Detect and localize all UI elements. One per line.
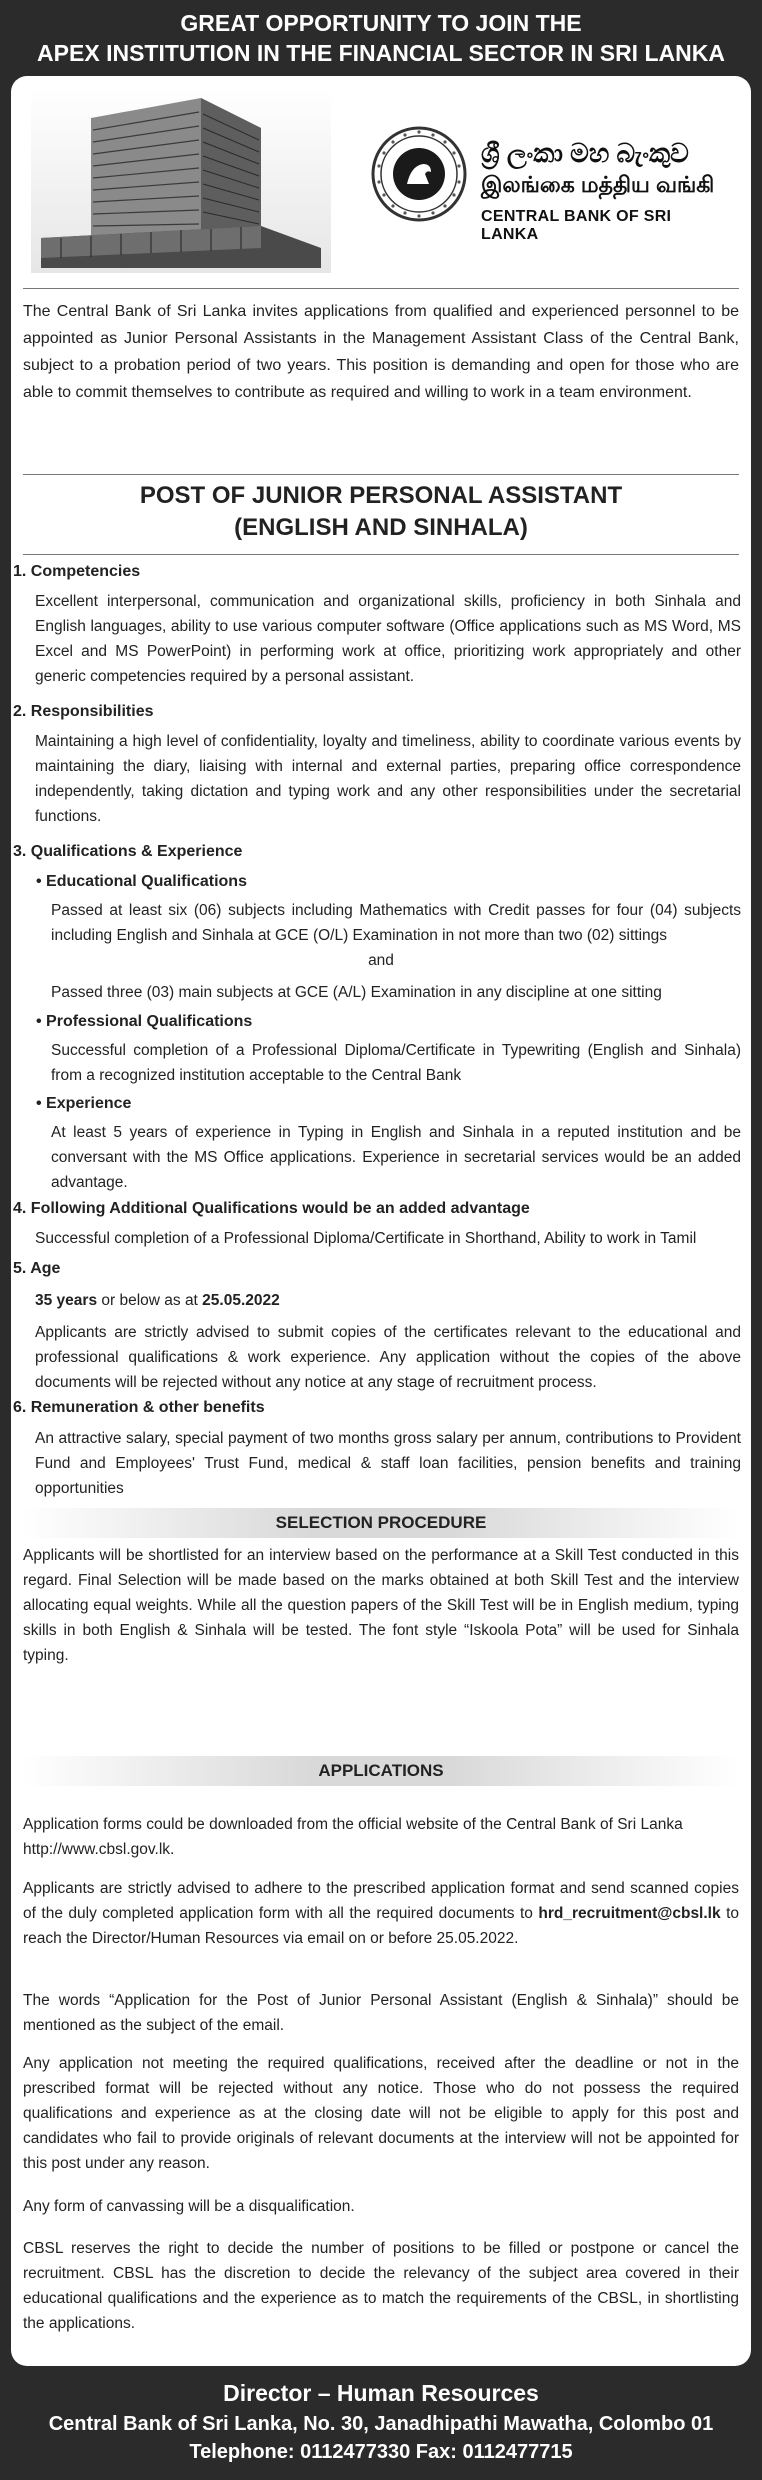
post-title xyxy=(11,480,751,544)
professional-heading: • Professional Qualifications xyxy=(36,1013,253,1030)
logo-sinhala-name: ශ්‍රී ලංකා මහ බැංකුව xyxy=(481,138,689,168)
competencies-heading: 1. Competencies xyxy=(13,563,141,580)
footer-contact: Telephone: 0112477330 Fax: 0112477715 xyxy=(189,2441,573,2463)
educational-text-2: Passed three (03) main subjects at GCE (A/L) Examination in any discipline at one sitting xyxy=(51,984,662,1001)
applications-p2-end: to reach the Director/Human Resources via email on or before 25.05.2022. xyxy=(23,1905,740,1947)
responsibilities-text: Maintaining a high level of confidentiality, loyalty and timeliness, ability to coordinate various events by maintaining the diary, liaising with internal and external parties, preparing office correspondence independently, taking dictation and typing work and any other responsibilities under the secretarial functions. xyxy=(35,733,741,825)
banner-line-1: GREAT OPPORTUNITY TO JOIN THE xyxy=(180,10,582,36)
post-title-line-2: (ENGLISH AND SINHALA) xyxy=(234,514,528,541)
age-date: 25.05.2022 xyxy=(202,1292,280,1309)
responsibilities-heading: 2. Responsibilities xyxy=(13,703,154,720)
remuneration-heading: 6. Remuneration & other benefits xyxy=(13,1399,265,1416)
remuneration-text: An attractive salary, special payment of two months gross salary per annum, contributions to Provident Fund and Employees' Trust Fund, medical & staff loan facilities, pension benefits and training opportunities xyxy=(35,1430,741,1497)
top-banner xyxy=(0,0,762,76)
educational-text-1: Passed at least six (06) subjects including Mathematics with Credit passes for four (04) subjects including English and Sinhala at GCE (O/L) Examination in not more than two (02) sittings xyxy=(51,902,741,944)
age-heading: 5. Age xyxy=(13,1260,61,1277)
competencies-text: Excellent interpersonal, communication and organizational skills, proficiency in both Sinhala and English languages, ability to use various computer software (Office applications such as MS Word, MS Excel and MS PowerPoint) in performing work at office, prioritizing work appropriately and other generic competencies required by a personal assistant. xyxy=(35,593,741,685)
applications-p2-start: Applicants are strictly advised to adhere to the prescribed application format and send scanned copies of the duly completed application form with all the required documents to xyxy=(23,1880,739,1922)
logo-english-name: CENTRAL BANK OF SRI LANKA xyxy=(481,208,672,243)
recruitment-email-link[interactable]: hrd_recruitment@cbsl.lk xyxy=(538,1905,721,1922)
cbsl-logo xyxy=(371,126,731,243)
applications-p4: Any application not meeting the required qualifications, received after the deadline or not in the prescribed format will be rejected without any notice. Those who do not possess the required qualifications and experience as at the closing date will not be eligible to apply for this post and candidates who fail to provide originals of relevant documents at the interview will not be appointed for this post under any reason. xyxy=(23,2055,739,2172)
applications-p5: Any form of canvassing will be a disqualification. xyxy=(23,2198,355,2215)
experience-text: At least 5 years of experience in Typing in English and Sinhala in a reputed institution and be conversant with the MS Office applications. Experience in secretarial services would be an added advantage. xyxy=(51,1124,741,1191)
educational-heading: • Educational Qualifications xyxy=(36,873,247,890)
additional-text: Successful completion of a Professional Diploma/Certificate in Shorthand, Ability to work in Tamil xyxy=(35,1230,697,1247)
content-card xyxy=(11,76,751,2366)
footer-title: Director – Human Resources xyxy=(223,2380,539,2406)
header xyxy=(11,76,751,286)
banner-line-2: APEX INSTITUTION IN THE FINANCIAL SECTOR IN SRI LANKA xyxy=(37,40,725,66)
post-title-line-1: POST OF JUNIOR PERSONAL ASSISTANT xyxy=(139,482,623,509)
additional-heading: 4. Following Additional Qualifications would be an added advantage xyxy=(13,1200,530,1217)
applications-p1: Application forms could be downloaded from the official website of the Central Bank of Sri Lanka http://www.cbsl.gov.lk. xyxy=(23,1816,683,1858)
selection-procedure-heading: SELECTION PROCEDURE xyxy=(23,1508,739,1538)
applications-p3: The words “Application for the Post of Junior Personal Assistant (English & Sinhala)” should be mentioned as the subject of the email. xyxy=(23,1992,739,2034)
professional-text: Successful completion of a Professional Diploma/Certificate in Typewriting (English and Sinhala) from a recognized institution acceptable to the Central Bank xyxy=(51,1042,741,1084)
applications-p2 xyxy=(23,1876,739,1951)
age-text: Applicants are strictly advised to submit copies of the certificates relevant to the educational and professional qualifications & work experience. Any application without the copies of the above documents will be rejected without any notice at any stage of recruitment process. xyxy=(35,1324,741,1391)
footer xyxy=(0,2366,762,2480)
qualifications-heading: 3. Qualifications & Experience xyxy=(13,843,243,860)
and-text: and xyxy=(368,952,394,969)
building-image xyxy=(31,88,331,273)
footer-address: Central Bank of Sri Lanka, No. 30, Janadhipathi Mawatha, Colombo 01 xyxy=(48,2413,714,2435)
cbsl-seal-icon xyxy=(371,126,467,222)
experience-heading: • Experience xyxy=(36,1095,132,1112)
logo-tamil-name: இலங்கை மத்திய வங்கி xyxy=(481,172,715,197)
intro-paragraph: The Central Bank of Sri Lanka invites applications from qualified and experienced personnel to be appointed as Junior Personal Assistants in the Management Assistant Class of the Central Bank, subject to a probation period of two years. This position is demanding and open for those who are able to commit themselves to contribute as required and willing to work in a team environment. xyxy=(23,303,739,401)
divider xyxy=(23,474,739,475)
age-limit xyxy=(35,1288,741,1313)
age-middle: or below as at xyxy=(97,1292,203,1309)
divider xyxy=(23,554,739,555)
selection-text: Applicants will be shortlisted for an interview based on the performance at a Skill Test conducted in this regard. Final Selection will be made based on the marks obtained at both Skill Test and the interview allocating equal weights. While all the question papers of the Skill Test will be in English medium, typing skills in both English & Sinhala will be tested. The font style “Iskoola Pota” will be used for Sinhala typing. xyxy=(23,1547,739,1664)
age-years: 35 years xyxy=(35,1292,98,1309)
divider xyxy=(23,288,739,289)
applications-heading: APPLICATIONS xyxy=(23,1756,739,1786)
applications-p6: CBSL reserves the right to decide the number of positions to be filled or postpone or cancel the recruitment. CBSL has the discretion to decide the relevancy of the subject area covered in their educational qualifications and the experience as to match the requirements of the CBSL, in shortlisting the applications. xyxy=(23,2240,739,2332)
